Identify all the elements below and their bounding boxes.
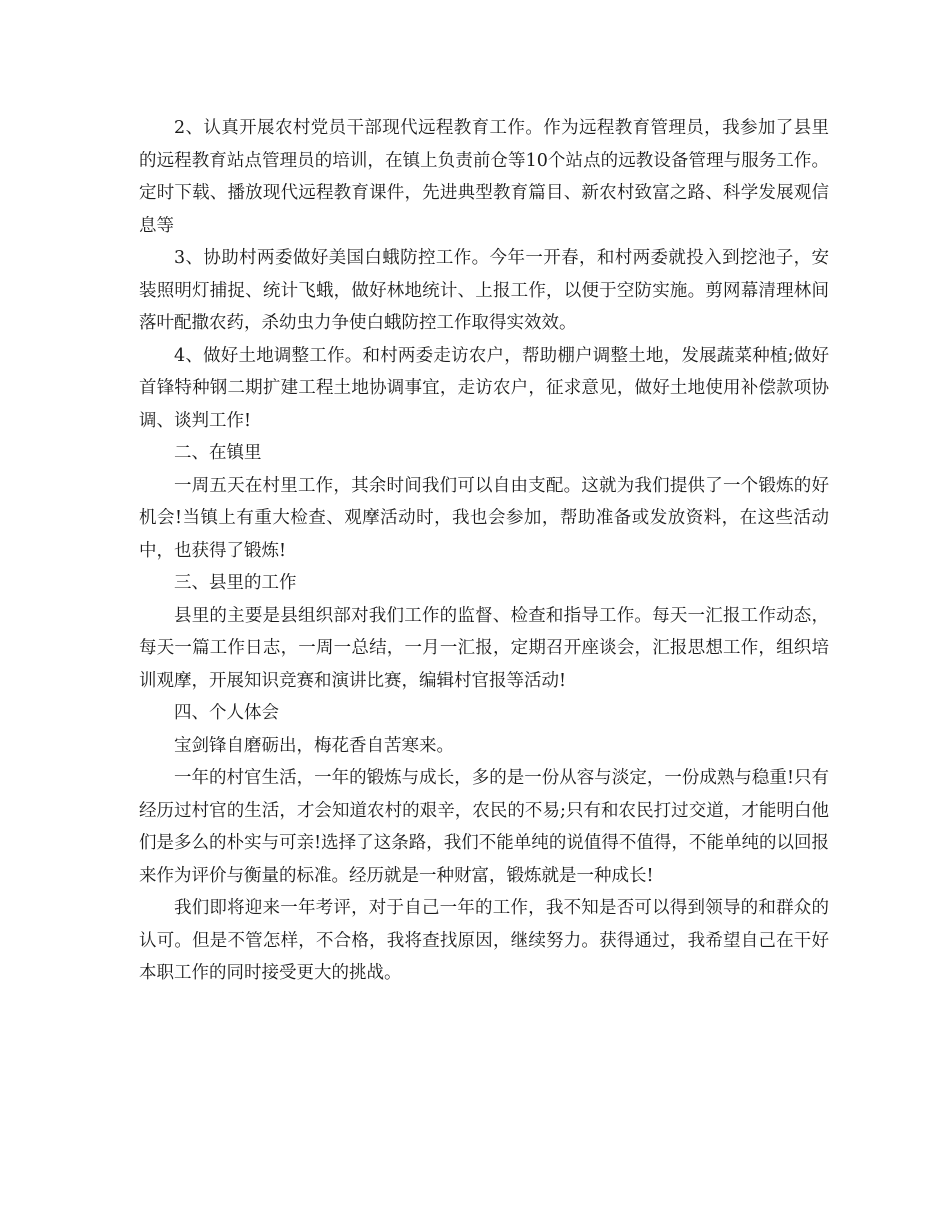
paragraph-land-adjustment: 4、做好土地调整工作。和村两委走访农户，帮助棚户调整土地，发展蔬菜种植;做好首锋特种钢二期扩建工程土地协调事宜，走访农户，征求意见，做好土地使用补偿款项协调、谈判工作! (139, 345, 829, 431)
section-heading-town: 二、在镇里 (174, 443, 262, 463)
paragraph-remote-education: 2、认真开展农村党员干部现代远程教育工作。作为远程教育管理员，我参加了县里的远程教育站点管理员的培训，在镇上负责前仓等10个站点的远教设备管理与服务工作。定时下载、播放现代远程教育课件，先进典型教育篇目、新农村致富之路、科学发展观信息等 (139, 118, 829, 236)
section-heading-personal: 四、个人体会 (174, 703, 279, 723)
paragraph-moth-control: 3、协助村两委做好美国白蛾防控工作。今年一开春，和村两委就投入到挖池子，安装照明灯捕捉、统计飞蛾，做好林地统计、上报工作，以便于空防实施。剪网幕清理林间落叶配撒农药，杀幼虫力争使白蛾防控工作取得实效效。 (139, 248, 829, 333)
paragraph-town-work: 一周五天在村里工作，其余时间我们可以自由支配。这就为我们提供了一个锻炼的好机会!当镇上有重大检查、观摩活动时，我也会参加，帮助准备或发放资料，在这些活动中，也获得了锻炼! (139, 475, 829, 561)
paragraph-proverb: 宝剑锋自磨砺出，梅花香自苦寒来。 (174, 735, 454, 756)
paragraph-reflection: 一年的村官生活，一年的锻炼与成长，多的是一份从容与淡定，一份成熟与稳重!只有经历过村官的生活，才会知道农村的艰辛，农民的不易;只有和农民打过交道，才能明白他们是多么的朴实与可亲!选择了这条路，我们不能单纯的说值得不值得，不能单纯的以回报来作为评价与衡量的标准。经历就是一种财富，锻炼就是一种成长! (139, 768, 829, 886)
document-body (139, 112, 829, 990)
paragraph-evaluation: 我们即将迎来一年考评，对于自己一年的工作，我不知是否可以得到领导的和群众的认可。但是不管怎样，不合格，我将查找原因，继续努力。获得通过，我希望自己在干好本职工作的同时接受更大的挑战。 (139, 898, 829, 983)
section-heading-county: 三、县里的工作 (174, 573, 297, 593)
paragraph-county-work: 县里的主要是县组织部对我们工作的监督、检查和指导工作。每天一汇报工作动态，每天一篇工作日志，一周一总结，一月一汇报，定期召开座谈会，汇报思想工作，组织培训观摩，开展知识竞赛和演讲比赛，编辑村官报等活动! (139, 605, 829, 691)
